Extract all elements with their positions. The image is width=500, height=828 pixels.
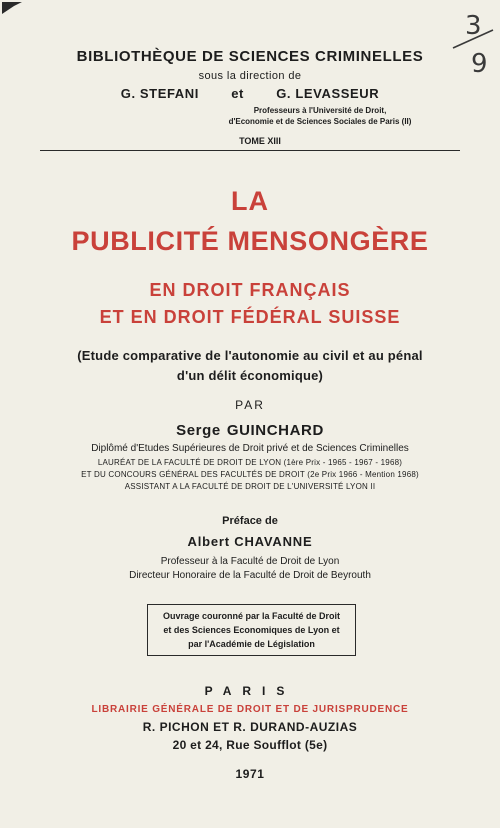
editor-stefani: G. STEFANI bbox=[120, 86, 199, 101]
preface-author: Albert CHAVANNE bbox=[187, 534, 313, 549]
subtitle-line-1: EN DROIT FRANÇAIS bbox=[149, 280, 351, 300]
imprint-city: PARIS bbox=[204, 684, 296, 698]
direction-line: sous la direction de bbox=[198, 70, 302, 82]
author-name bbox=[0, 422, 500, 439]
printer-name: R. PICHON ET R. DURAND-AUZIAS bbox=[142, 720, 358, 734]
award-box bbox=[147, 604, 356, 656]
editors-affiliation-2: d'Economie et de Sciences Sociales de Paris (II) bbox=[228, 117, 412, 126]
author-credential-2: LAURÉAT DE LA FACULTÉ DE DROIT DE LYON (1ère Prix - 1965 - 1967 - 1968) bbox=[97, 458, 403, 467]
award-line-2: et des Sciences Economiques de Lyon et bbox=[163, 625, 340, 635]
title-line-1: LA bbox=[231, 186, 269, 216]
title-line-2: PUBLICITÉ MENSONGÈRE bbox=[71, 226, 429, 256]
publisher-address: 20 et 24, Rue Soufflot (5e) bbox=[172, 738, 328, 752]
subtitle-line-2: ET EN DROIT FÉDÉRAL SUISSE bbox=[99, 307, 401, 327]
study-description-2: d'un délit économique) bbox=[176, 368, 324, 383]
corner-mark-icon bbox=[0, 0, 30, 20]
author-last-name: GUINCHARD bbox=[226, 422, 324, 439]
annotation-bottom: 9 bbox=[471, 49, 488, 76]
author-credential-4: ASSISTANT A LA FACULTÉ DE DROIT DE L'UNIVERSITÉ LYON II bbox=[124, 482, 376, 491]
header-rule bbox=[40, 150, 460, 151]
author-credential-1: Diplômé d'Etudes Supérieures de Droit privé et de Sciences Criminelles bbox=[91, 443, 409, 454]
publisher-name: LIBRAIRIE GÉNÉRALE DE DROIT ET DE JURISPRUDENCE bbox=[91, 704, 409, 715]
preface-author-title-1: Professeur à la Faculté de Droit de Lyon bbox=[160, 556, 340, 567]
series-title: BIBLIOTHÈQUE DE SCIENCES CRIMINELLES bbox=[76, 48, 424, 65]
study-description-1: (Etude comparative de l'autonomie au civil et au pénal bbox=[77, 348, 423, 363]
by-label: PAR bbox=[235, 398, 265, 412]
pencil-annotation-mark bbox=[451, 4, 495, 76]
author-first-name: Serge bbox=[176, 422, 221, 439]
author-credential-3: ET DU CONCOURS GÉNÉRAL DES FACULTÉS DE DROIT (2e Prix 1966 - Mention 1968) bbox=[81, 470, 419, 479]
series-editors bbox=[0, 86, 500, 101]
volume-number: TOME XIII bbox=[239, 136, 281, 146]
pencil-annotation bbox=[451, 4, 495, 76]
preface-author-title-2: Directeur Honoraire de la Faculté de Droit de Beyrouth bbox=[129, 570, 371, 581]
preface-label: Préface de bbox=[222, 515, 278, 527]
editor-levasseur: G. LEVASSEUR bbox=[276, 86, 380, 101]
editor-conjunction: et bbox=[231, 86, 244, 101]
publication-year: 1971 bbox=[235, 767, 265, 781]
annotation-top: 3 bbox=[465, 11, 482, 41]
award-line-1: Ouvrage couronné par la Faculté de Droit bbox=[162, 611, 341, 621]
award-line-3: par l'Académie de Législation bbox=[188, 639, 315, 649]
editors-affiliation-1: Professeurs à l'Université de Droit, bbox=[253, 106, 387, 115]
